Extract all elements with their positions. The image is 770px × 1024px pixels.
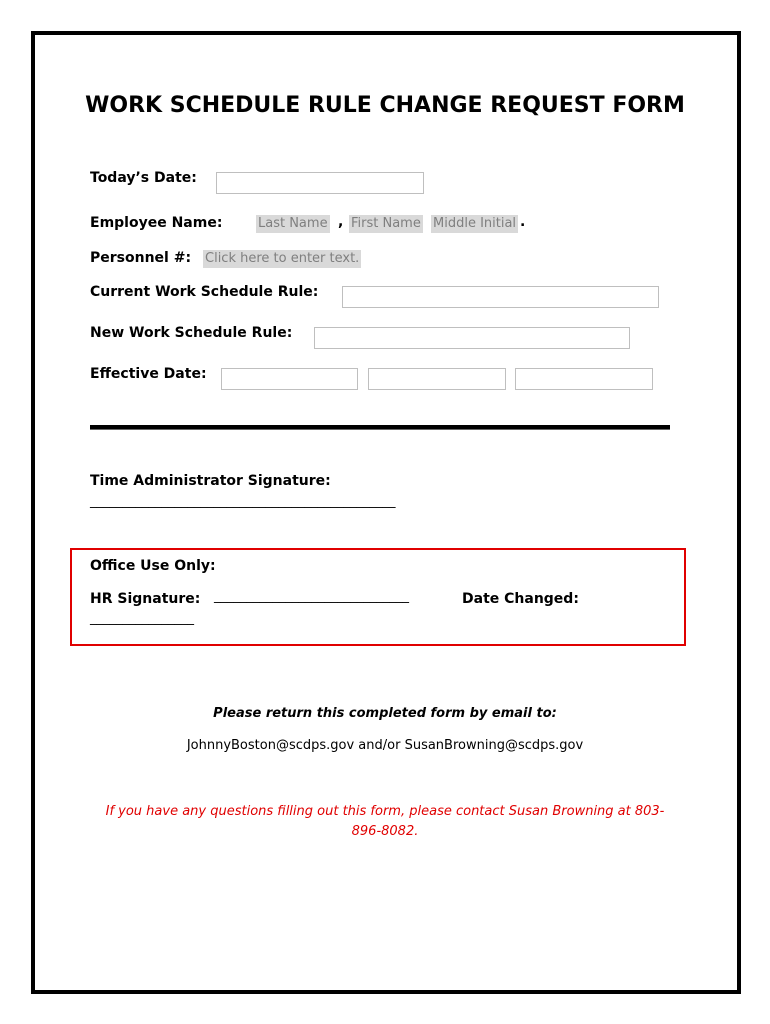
- current-rule-field[interactable]: [342, 286, 659, 308]
- current-rule-label: Current Work Schedule Rule:: [90, 284, 319, 300]
- personnel-field[interactable]: Click here to enter text.: [205, 251, 360, 266]
- office-use-heading: Office Use Only:: [90, 558, 216, 574]
- name-comma: ,: [338, 214, 344, 230]
- form-title: WORK SCHEDULE RULE CHANGE REQUEST FORM: [85, 93, 685, 118]
- date-changed-label: Date Changed:: [462, 591, 579, 607]
- middle-initial-field[interactable]: Middle Initial: [433, 216, 517, 231]
- effective-date-year-field[interactable]: [515, 368, 653, 390]
- new-rule-field[interactable]: [314, 327, 630, 349]
- return-instructions: Please return this completed form by email to:: [213, 706, 557, 721]
- ta-signature-line[interactable]: _______________________________________________: [90, 494, 396, 509]
- todays-date-label: Today’s Date:: [90, 170, 197, 186]
- effective-date-label: Effective Date:: [90, 366, 207, 382]
- hr-signature-label: HR Signature:: [90, 591, 201, 607]
- effective-date-month-field[interactable]: [221, 368, 358, 390]
- personnel-label: Personnel #:: [90, 250, 192, 266]
- hr-signature-line[interactable]: ______________________________: [214, 589, 409, 604]
- return-emails: JohnnyBoston@scdps.gov and/or SusanBrowning@scdps.gov: [186, 738, 584, 753]
- section-divider: [90, 425, 670, 430]
- date-changed-line[interactable]: ________________: [90, 611, 194, 626]
- first-name-field[interactable]: First Name: [351, 216, 421, 231]
- employee-name-label: Employee Name:: [90, 215, 223, 231]
- questions-note: If you have any questions filling out this form, please contact Susan Browning at 803-896-8082.: [105, 804, 665, 839]
- last-name-field[interactable]: Last Name: [258, 216, 328, 231]
- new-rule-label: New Work Schedule Rule:: [90, 325, 293, 341]
- todays-date-field[interactable]: [216, 172, 424, 194]
- ta-signature-label: Time Administrator Signature:: [90, 473, 331, 489]
- effective-date-day-field[interactable]: [368, 368, 506, 390]
- name-period: .: [520, 214, 526, 230]
